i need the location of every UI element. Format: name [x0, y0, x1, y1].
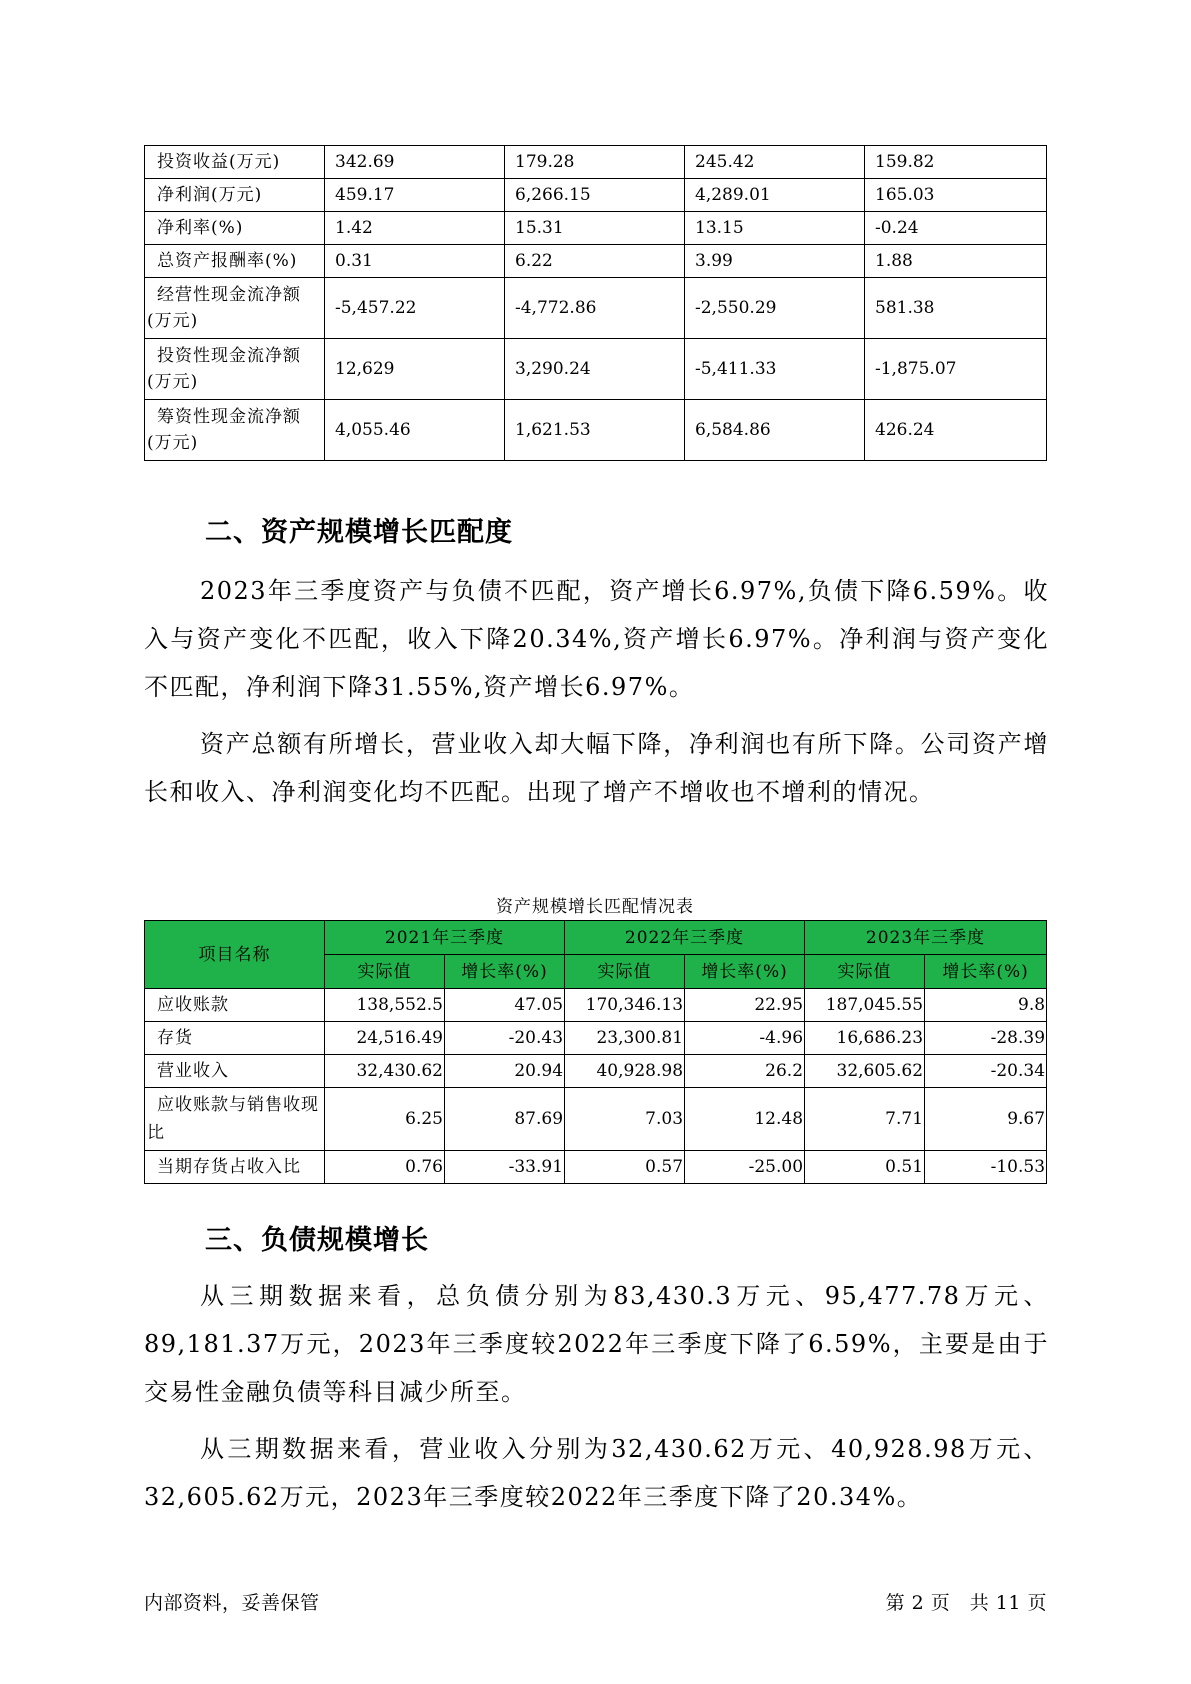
table-cell: 426.24: [865, 400, 1047, 461]
table-cell: 47.05: [445, 989, 565, 1022]
table-cell: 581.38: [865, 278, 1047, 339]
table-row: [145, 989, 1047, 1022]
column-header-growth: 增长率(%): [685, 955, 805, 989]
footer-confidential-note: 内部资料，妥善保管: [144, 1592, 320, 1614]
column-header-period: 2022年三季度: [565, 921, 805, 955]
table-row: [145, 339, 1047, 400]
row-label: 投资收益(万元): [145, 146, 325, 179]
table-cell: 12,629: [325, 339, 505, 400]
table-cell: 245.42: [685, 146, 865, 179]
table-row: [145, 400, 1047, 461]
section-heading-asset-growth: 二、资产规模增长匹配度: [205, 517, 513, 548]
table-cell: 22.95: [685, 989, 805, 1022]
footer-page-number: 第 2 页 共 11 页: [885, 1592, 1047, 1614]
row-label: 总资产报酬率(%): [145, 245, 325, 278]
financial-indicators-table: [144, 145, 1047, 461]
row-label: 投资性现金流净额(万元): [145, 339, 325, 400]
table-header-row: [145, 921, 1047, 955]
table-cell: 4,289.01: [685, 179, 865, 212]
table-cell: 15.31: [505, 212, 685, 245]
paragraph: 从三期数据来看，营业收入分别为32,430.62万元、40,928.98万元、32,605.62万元，2023年三季度较2022年三季度下降了20.34%。: [144, 1435, 1049, 1511]
table-cell: -0.24: [865, 212, 1047, 245]
column-header-item: 项目名称: [145, 921, 325, 989]
table-row: [145, 1022, 1047, 1055]
row-label: 筹资性现金流净额(万元): [145, 400, 325, 461]
table-cell: 40,928.98: [565, 1055, 685, 1088]
table-cell: 165.03: [865, 179, 1047, 212]
table-cell: 170,346.13: [565, 989, 685, 1022]
paragraph: 2023年三季度资产与负债不匹配，资产增长6.97%,负债下降6.59%。收入与资产变化不匹配，收入下降20.34%,资产增长6.97%。净利润与资产变化不匹配，净利润下降31.55%,资产增长6.97%。: [144, 577, 1049, 701]
table-caption: 资产规模增长匹配情况表: [496, 897, 694, 917]
asset-growth-match-table: [144, 920, 1047, 1184]
column-header-period: 2021年三季度: [325, 921, 565, 955]
table-cell: -5,457.22: [325, 278, 505, 339]
table-cell: 6,584.86: [685, 400, 865, 461]
table-row: [145, 212, 1047, 245]
table-cell: 159.82: [865, 146, 1047, 179]
table-cell: 12.48: [685, 1088, 805, 1151]
table-cell: -20.34: [925, 1055, 1047, 1088]
table-cell: 7.03: [565, 1088, 685, 1151]
table-row: [145, 146, 1047, 179]
table-cell: -33.91: [445, 1151, 565, 1184]
column-header-actual: 实际值: [325, 955, 445, 989]
table-cell: -20.43: [445, 1022, 565, 1055]
table-row: [145, 278, 1047, 339]
table-cell: 138,552.5: [325, 989, 445, 1022]
table-cell: 0.51: [805, 1151, 925, 1184]
paragraph: 从三期数据来看，总负债分别为83,430.3万元、95,477.78万元、89,181.37万元，2023年三季度较2022年三季度下降了6.59%，主要是由于交易性金融负债等科目减少所至。: [144, 1282, 1049, 1406]
row-label: 当期存货占收入比: [145, 1151, 325, 1184]
table-cell: -4.96: [685, 1022, 805, 1055]
table-cell: 187,045.55: [805, 989, 925, 1022]
table-cell: 179.28: [505, 146, 685, 179]
table-row: [145, 1088, 1047, 1151]
table-cell: 32,605.62: [805, 1055, 925, 1088]
section-heading-liability-growth: 三、负债规模增长: [205, 1225, 429, 1256]
table-cell: 4,055.46: [325, 400, 505, 461]
table-cell: 24,516.49: [325, 1022, 445, 1055]
table-cell: 1.42: [325, 212, 505, 245]
table-cell: 342.69: [325, 146, 505, 179]
table-row: [145, 245, 1047, 278]
table-cell: -28.39: [925, 1022, 1047, 1055]
row-label: 经营性现金流净额(万元): [145, 278, 325, 339]
table-cell: 1,621.53: [505, 400, 685, 461]
table-cell: 9.67: [925, 1088, 1047, 1151]
table-cell: 3.99: [685, 245, 865, 278]
table-cell: -2,550.29: [685, 278, 865, 339]
table-cell: 87.69: [445, 1088, 565, 1151]
row-label: 净利润(万元): [145, 179, 325, 212]
table-row: [145, 179, 1047, 212]
table-cell: 9.8: [925, 989, 1047, 1022]
table-cell: -25.00: [685, 1151, 805, 1184]
table-cell: 13.15: [685, 212, 865, 245]
table-cell: -5,411.33: [685, 339, 865, 400]
table-cell: 20.94: [445, 1055, 565, 1088]
table-cell: 6,266.15: [505, 179, 685, 212]
table-cell: 1.88: [865, 245, 1047, 278]
table-cell: 32,430.62: [325, 1055, 445, 1088]
table-row: [145, 1055, 1047, 1088]
column-header-growth: 增长率(%): [445, 955, 565, 989]
row-label: 存货: [145, 1022, 325, 1055]
row-label: 净利率(%): [145, 212, 325, 245]
table-cell: -1,875.07: [865, 339, 1047, 400]
table-cell: 0.76: [325, 1151, 445, 1184]
table-cell: 26.2: [685, 1055, 805, 1088]
table-cell: 23,300.81: [565, 1022, 685, 1055]
row-label: 应收账款: [145, 989, 325, 1022]
table-cell: -4,772.86: [505, 278, 685, 339]
column-header-growth: 增长率(%): [925, 955, 1047, 989]
table-cell: 7.71: [805, 1088, 925, 1151]
table-cell: 6.22: [505, 245, 685, 278]
table-cell: 6.25: [325, 1088, 445, 1151]
table-cell: 3,290.24: [505, 339, 685, 400]
table-cell: 0.31: [325, 245, 505, 278]
table-cell: -10.53: [925, 1151, 1047, 1184]
table-cell: 16,686.23: [805, 1022, 925, 1055]
column-header-actual: 实际值: [565, 955, 685, 989]
row-label: 应收账款与销售收现比: [145, 1088, 325, 1151]
table-row: [145, 1151, 1047, 1184]
column-header-actual: 实际值: [805, 955, 925, 989]
table-cell: 459.17: [325, 179, 505, 212]
column-header-period: 2023年三季度: [805, 921, 1047, 955]
paragraph: 资产总额有所增长，营业收入却大幅下降，净利润也有所下降。公司资产增长和收入、净利润变化均不匹配。出现了增产不增收也不增利的情况。: [144, 730, 1049, 806]
row-label: 营业收入: [145, 1055, 325, 1088]
table-cell: 0.57: [565, 1151, 685, 1184]
